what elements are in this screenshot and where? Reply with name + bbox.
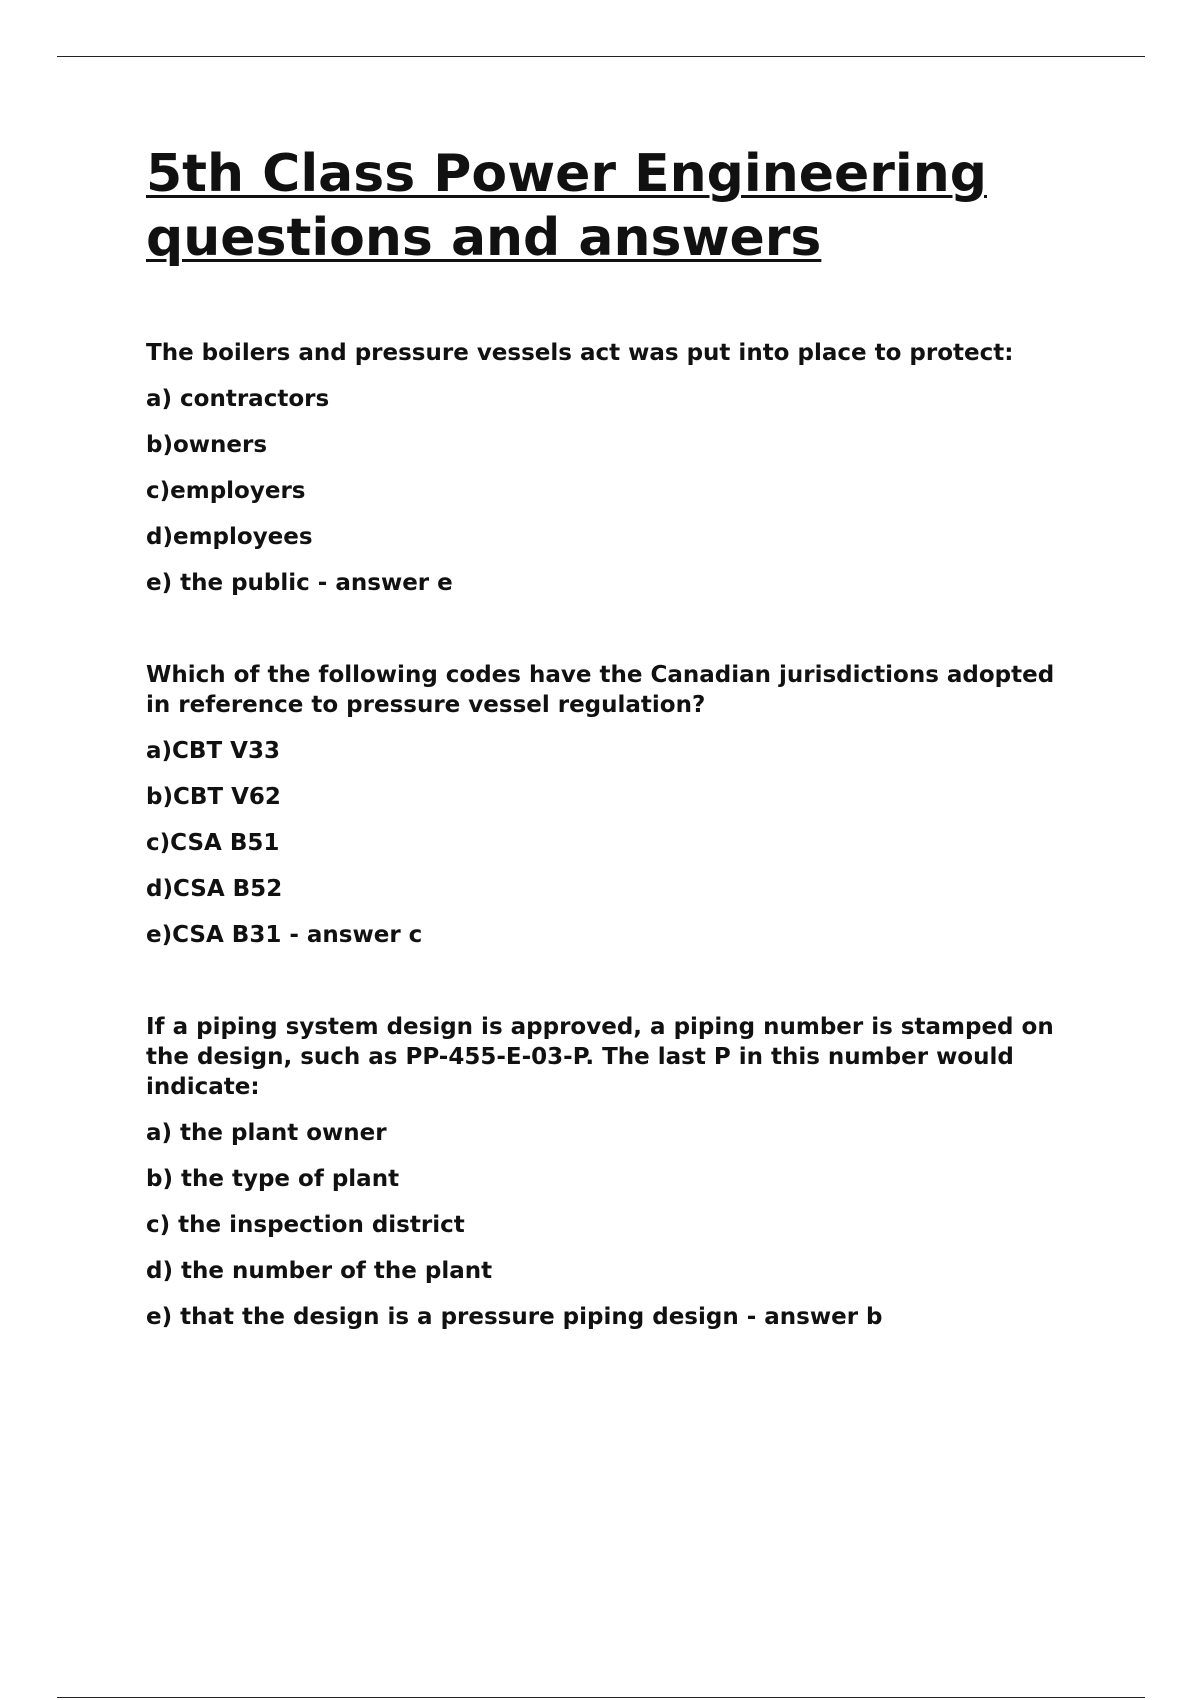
question-text: Which of the following codes have the Canadian jurisdictions adopted in reference to pressure vessel regulation? bbox=[146, 662, 1055, 718]
answer-option: c) the inspection district bbox=[146, 1212, 465, 1238]
question-text: If a piping system design is approved, a piping number is stamped on the design, such as PP-455-E-03-P. The last P in this number would indicate: bbox=[146, 1014, 1054, 1100]
bottom-divider bbox=[57, 1697, 1145, 1698]
top-divider bbox=[57, 56, 1145, 57]
answer-option: a) the plant owner bbox=[146, 1120, 387, 1146]
question-text: The boilers and pressure vessels act was put into place to protect: bbox=[146, 340, 1014, 366]
answer-options bbox=[146, 720, 1076, 950]
answer-option: a) contractors bbox=[146, 386, 330, 412]
answer-option: e) that the design is a pressure piping design - answer b bbox=[146, 1304, 883, 1330]
answer-option: c)employers bbox=[146, 478, 306, 504]
answer-option: d)employees bbox=[146, 524, 313, 550]
question-block-3 bbox=[146, 1012, 1076, 1332]
answer-option: e)CSA B31 - answer c bbox=[146, 922, 423, 948]
document-body bbox=[146, 142, 1076, 1332]
answer-option: b)owners bbox=[146, 432, 268, 458]
answer-option: c)CSA B51 bbox=[146, 830, 280, 856]
answer-options bbox=[146, 368, 1076, 598]
answer-option: b) the type of plant bbox=[146, 1166, 400, 1192]
question-block-1 bbox=[146, 338, 1076, 598]
answer-option: d)CSA B52 bbox=[146, 876, 283, 902]
answer-option: a)CBT V33 bbox=[146, 738, 280, 764]
answer-option: d) the number of the plant bbox=[146, 1258, 493, 1284]
answer-option: e) the public - answer e bbox=[146, 570, 453, 596]
page-title: 5th Class Power Engineering questions and answers bbox=[146, 144, 987, 268]
answer-options bbox=[146, 1102, 1076, 1332]
question-block-2 bbox=[146, 660, 1076, 950]
answer-option: b)CBT V62 bbox=[146, 784, 281, 810]
